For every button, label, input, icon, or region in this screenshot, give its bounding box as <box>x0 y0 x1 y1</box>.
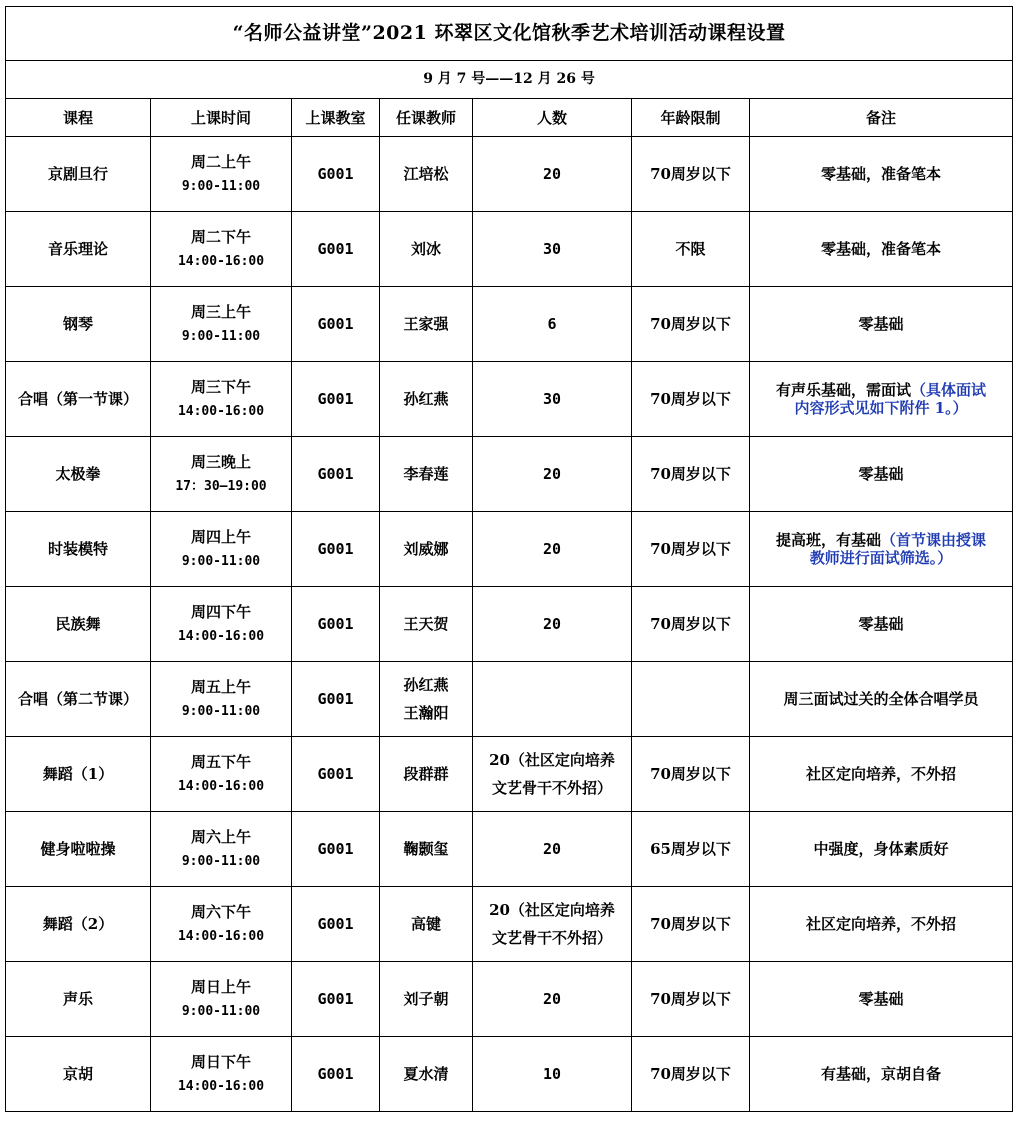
classroom: G001 <box>292 1037 380 1112</box>
class-hours: 9:00-11:00 <box>181 1004 261 1020</box>
class-hours: 17：30—19:00 <box>175 479 267 495</box>
header-note: 备注 <box>750 99 1013 137</box>
count-text: 20（社区定向培养 <box>489 900 615 919</box>
course-name: 声乐 <box>6 962 151 1037</box>
age-limit: 70周岁以下 <box>632 962 750 1037</box>
teacher <box>380 662 473 737</box>
count-text: 20 <box>542 539 562 558</box>
class-day: 周四上午 <box>190 528 251 547</box>
remark-text: 零基础 <box>858 315 904 333</box>
class-hours: 9:00-11:00 <box>181 854 261 870</box>
count-text: 30 <box>542 239 562 258</box>
course-name: 合唱（第二节课） <box>6 662 151 737</box>
enrollment-count <box>473 437 632 512</box>
teacher-name: 李春莲 <box>403 464 449 483</box>
enrollment-count <box>473 137 632 212</box>
course-name: 合唱（第一节课） <box>6 362 151 437</box>
age-limit: 70周岁以下 <box>632 1037 750 1112</box>
course-schedule-table <box>5 6 1013 1112</box>
course-name: 时装模特 <box>6 512 151 587</box>
age-limit: 70周岁以下 <box>632 887 750 962</box>
table-row <box>6 362 1013 437</box>
class-day: 周六上午 <box>190 828 251 847</box>
count-text: 6 <box>547 314 557 333</box>
remarks <box>750 137 1013 212</box>
teacher-name: 刘冰 <box>410 239 441 258</box>
age-limit: 70周岁以下 <box>632 587 750 662</box>
class-day: 周五下午 <box>190 753 251 772</box>
teacher <box>380 437 473 512</box>
age-limit: 70周岁以下 <box>632 362 750 437</box>
class-day: 周二下午 <box>190 228 251 247</box>
teacher <box>380 287 473 362</box>
class-day: 周三上午 <box>190 303 251 322</box>
enrollment-count <box>473 887 632 962</box>
remarks <box>750 587 1013 662</box>
remark-text: 零基础 <box>858 615 904 633</box>
teacher <box>380 812 473 887</box>
class-time <box>151 737 292 812</box>
table-row <box>6 662 1013 737</box>
enrollment-count <box>473 1037 632 1112</box>
remark-text: 提高班，有基础 <box>776 531 882 549</box>
remark-highlight: （具体面试 <box>911 381 987 399</box>
class-time <box>151 812 292 887</box>
count-text: 20 <box>542 989 562 1008</box>
count-text: 20 <box>542 614 562 633</box>
class-hours: 14:00-16:00 <box>177 404 265 420</box>
course-name: 钢琴 <box>6 287 151 362</box>
classroom: G001 <box>292 662 380 737</box>
count-text-2: 文艺骨干不外招） <box>491 779 612 797</box>
header-teacher: 任课教师 <box>380 99 473 137</box>
classroom: G001 <box>292 287 380 362</box>
enrollment-count <box>473 662 632 737</box>
table-row <box>6 137 1013 212</box>
remarks <box>750 287 1013 362</box>
page-title: “名师公益讲堂”2021 环翠区文化馆秋季艺术培训活动课程设置 <box>6 7 1013 61</box>
class-day: 周日下午 <box>190 1053 251 1072</box>
classroom: G001 <box>292 212 380 287</box>
teacher <box>380 962 473 1037</box>
teacher <box>380 137 473 212</box>
class-day: 周三下午 <box>190 378 251 397</box>
table-row <box>6 212 1013 287</box>
class-time <box>151 662 292 737</box>
header-age: 年龄限制 <box>632 99 750 137</box>
enrollment-count <box>473 287 632 362</box>
teacher-name: 刘子朝 <box>403 989 449 1008</box>
classroom: G001 <box>292 962 380 1037</box>
count-text: 20（社区定向培养 <box>489 750 615 769</box>
teacher-name-2: 王瀚阳 <box>403 704 449 722</box>
table-row <box>6 287 1013 362</box>
header-room: 上课教室 <box>292 99 380 137</box>
remark-text: 中强度，身体素质好 <box>813 840 949 858</box>
teacher-name: 鞠颢玺 <box>403 839 449 858</box>
class-hours: 9:00-11:00 <box>181 179 261 195</box>
remark-text: 零基础，准备笔本 <box>821 165 942 183</box>
remark-text: 社区定向培养，不外招 <box>806 915 957 933</box>
class-day: 周五上午 <box>190 678 251 697</box>
teacher-name: 段群群 <box>403 764 449 783</box>
course-name: 太极拳 <box>6 437 151 512</box>
date-range: 9 月 7 号——12 月 26 号 <box>6 61 1013 99</box>
class-hours: 14:00-16:00 <box>177 929 265 945</box>
enrollment-count <box>473 587 632 662</box>
age-limit: 不限 <box>632 212 750 287</box>
class-day: 周四下午 <box>190 603 251 622</box>
classroom: G001 <box>292 737 380 812</box>
teacher <box>380 512 473 587</box>
enrollment-count <box>473 812 632 887</box>
course-name: 京胡 <box>6 1037 151 1112</box>
table-row <box>6 887 1013 962</box>
remark-highlight-2: 教师进行面试筛选。） <box>809 549 953 567</box>
age-limit: 70周岁以下 <box>632 512 750 587</box>
classroom: G001 <box>292 362 380 437</box>
enrollment-count <box>473 212 632 287</box>
class-time <box>151 287 292 362</box>
classroom: G001 <box>292 512 380 587</box>
teacher <box>380 1037 473 1112</box>
class-day: 周二上午 <box>190 153 251 172</box>
class-hours: 14:00-16:00 <box>177 254 265 270</box>
table-row <box>6 512 1013 587</box>
remark-text: 有基础，京胡自备 <box>821 1065 942 1083</box>
class-hours: 14:00-16:00 <box>177 1079 265 1095</box>
enrollment-count <box>473 512 632 587</box>
table-row <box>6 1037 1013 1112</box>
count-text: 20 <box>542 464 562 483</box>
teacher <box>380 737 473 812</box>
teacher <box>380 362 473 437</box>
class-hours: 9:00-11:00 <box>181 329 261 345</box>
table-row <box>6 737 1013 812</box>
table-row <box>6 437 1013 512</box>
remarks <box>750 737 1013 812</box>
class-time <box>151 1037 292 1112</box>
count-text: 10 <box>542 1064 562 1083</box>
class-time <box>151 212 292 287</box>
teacher-name: 夏水清 <box>403 1064 449 1083</box>
remark-highlight: （首节课由授课 <box>881 531 987 549</box>
remark-text: 零基础，准备笔本 <box>821 240 942 258</box>
class-time <box>151 137 292 212</box>
remarks <box>750 812 1013 887</box>
classroom: G001 <box>292 587 380 662</box>
teacher-name: 刘威娜 <box>403 539 449 558</box>
age-limit: 70周岁以下 <box>632 137 750 212</box>
class-time <box>151 962 292 1037</box>
class-day: 周三晚上 <box>190 453 251 472</box>
count-text-2: 文艺骨干不外招） <box>491 929 612 947</box>
remarks <box>750 962 1013 1037</box>
classroom: G001 <box>292 437 380 512</box>
classroom: G001 <box>292 137 380 212</box>
remark-text: 社区定向培养，不外招 <box>806 765 957 783</box>
count-text: 30 <box>542 389 562 408</box>
age-limit: 70周岁以下 <box>632 737 750 812</box>
class-time <box>151 362 292 437</box>
teacher <box>380 212 473 287</box>
header-row <box>6 99 1013 137</box>
header-time: 上课时间 <box>151 99 292 137</box>
header-course: 课程 <box>6 99 151 137</box>
remark-highlight-2: 内容形式见如下附件 1。） <box>794 399 968 417</box>
enrollment-count <box>473 737 632 812</box>
remark-text: 零基础 <box>858 990 904 1008</box>
enrollment-count <box>473 962 632 1037</box>
class-day: 周六下午 <box>190 903 251 922</box>
teacher-name: 王家强 <box>403 314 449 333</box>
class-time <box>151 887 292 962</box>
age-limit <box>632 662 750 737</box>
remark-text: 有声乐基础，需面试 <box>776 381 912 399</box>
remarks <box>750 662 1013 737</box>
class-time <box>151 587 292 662</box>
enrollment-count <box>473 362 632 437</box>
count-text: 20 <box>542 839 562 858</box>
course-name: 舞蹈（2） <box>6 887 151 962</box>
teacher <box>380 587 473 662</box>
class-hours: 9:00-11:00 <box>181 704 261 720</box>
table-row <box>6 812 1013 887</box>
remarks <box>750 887 1013 962</box>
course-name: 健身啦啦操 <box>6 812 151 887</box>
class-hours: 14:00-16:00 <box>177 779 265 795</box>
remark-text: 周三面试过关的全体合唱学员 <box>783 690 979 708</box>
course-name: 音乐理论 <box>6 212 151 287</box>
remarks <box>750 437 1013 512</box>
count-text: 20 <box>542 164 562 183</box>
course-name: 民族舞 <box>6 587 151 662</box>
class-hours: 9:00-11:00 <box>181 554 261 570</box>
remarks <box>750 1037 1013 1112</box>
classroom: G001 <box>292 887 380 962</box>
class-time <box>151 437 292 512</box>
age-limit: 65周岁以下 <box>632 812 750 887</box>
table-row <box>6 962 1013 1037</box>
header-count: 人数 <box>473 99 632 137</box>
teacher <box>380 887 473 962</box>
teacher-name: 孙红燕 <box>403 389 449 408</box>
teacher-name: 王天贺 <box>403 614 449 633</box>
table-row <box>6 587 1013 662</box>
course-name: 京剧旦行 <box>6 137 151 212</box>
remarks <box>750 212 1013 287</box>
class-day: 周日上午 <box>190 978 251 997</box>
teacher-name: 孙红燕 <box>403 675 449 694</box>
age-limit: 70周岁以下 <box>632 437 750 512</box>
remarks <box>750 512 1013 587</box>
teacher-name: 江培松 <box>403 164 449 183</box>
teacher-name: 高键 <box>410 914 441 933</box>
age-limit: 70周岁以下 <box>632 287 750 362</box>
classroom: G001 <box>292 812 380 887</box>
class-time <box>151 512 292 587</box>
remarks <box>750 362 1013 437</box>
course-name: 舞蹈（1） <box>6 737 151 812</box>
remark-text: 零基础 <box>858 465 904 483</box>
class-hours: 14:00-16:00 <box>177 629 265 645</box>
